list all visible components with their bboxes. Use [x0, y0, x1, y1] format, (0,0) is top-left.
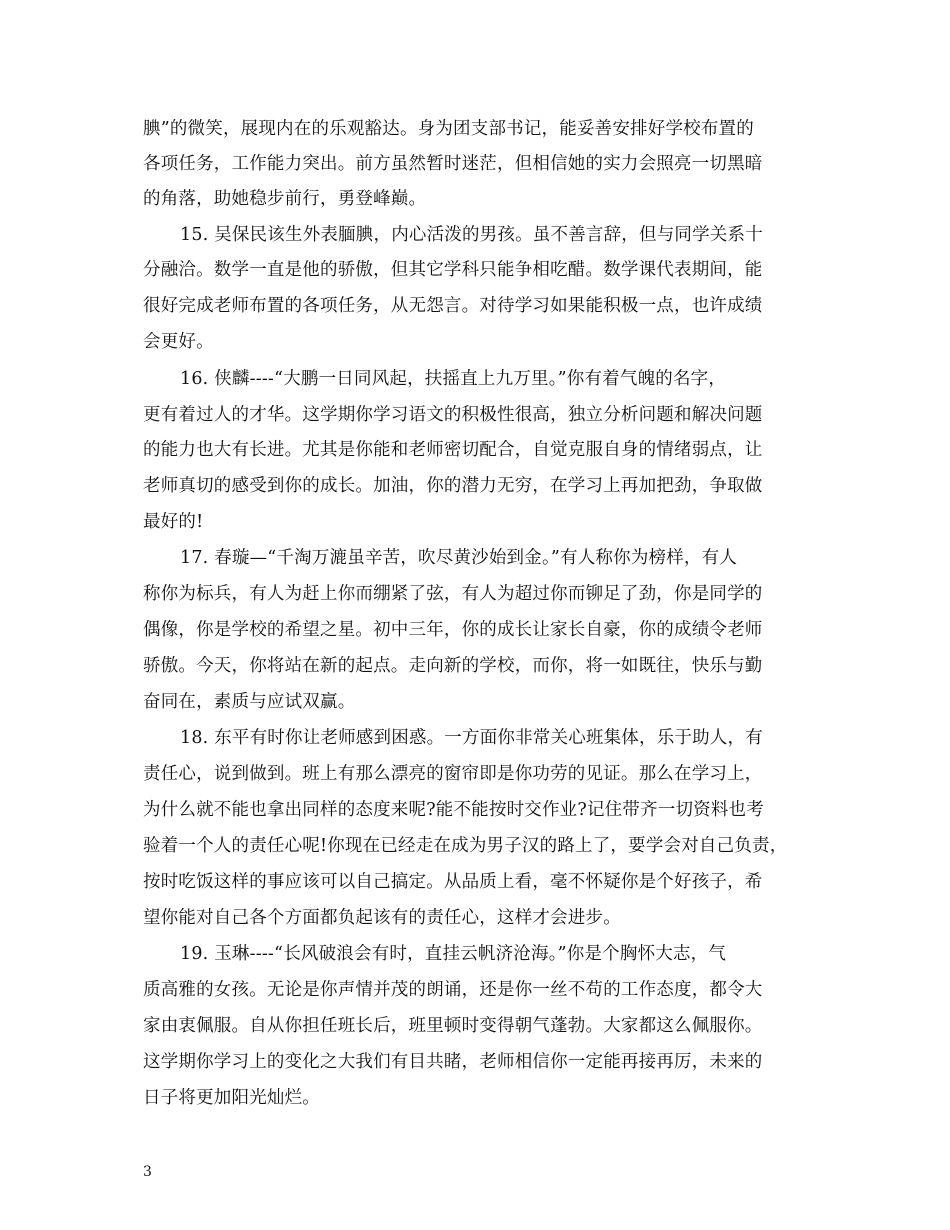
paragraph-line: 骄傲。今天，你将站在新的起点。走向新的学校，而你，将一如既往，快乐与勤 — [143, 656, 763, 676]
paragraph-line: 19. 玉琳----“长风破浪会有时，直挂云帆济沧海。”你是个胸怀大志，气 — [180, 944, 727, 964]
paragraph-line: 望你能对自己各个方面都负起该有的责任心，这样才会进步。 — [143, 908, 621, 928]
paragraph-line: 质高雅的女孩。无论是你声情并茂的朗诵，还是你一丝不苟的工作态度，都令大 — [143, 980, 763, 1000]
paragraph-line: 验着一个人的责任心呢!你现在已经走在成为男子汉的路上了，要学会对自己负责， — [143, 836, 788, 856]
paragraph-line: 分融洽。数学一直是他的骄傲，但其它学科只能争相吃醋。数学课代表期间，能 — [143, 260, 763, 280]
paragraph-line: 16. 侠麟----“大鹏一日同风起，扶摇直上九万里。”你有着气魄的名字， — [180, 369, 727, 389]
paragraph-line: 奋同在，素质与应试双赢。 — [143, 692, 356, 712]
paragraph-line: 责任心，说到做到。班上有那么漂亮的窗帘即是你功劳的见证。那么在学习上， — [143, 764, 763, 784]
paragraph-line: 腆”的微笑，展现内在的乐观豁达。身为团支部书记，能妥善安排好学校布置的 — [143, 119, 754, 139]
paragraph-line: 各项任务，工作能力突出。前方虽然暂时迷茫，但相信她的实力会照亮一切黑暗 — [143, 154, 763, 174]
paragraph-line: 15. 吴保民该生外表腼腆，内心活泼的男孩。虽不善言辞，但与同学关系十 — [180, 225, 763, 245]
paragraph-line: 家由衷佩服。自从你担任班长后，班里顿时变得朝气蓬勃。大家都这么佩服你。 — [143, 1016, 763, 1036]
paragraph-line: 会更好。 — [143, 332, 214, 352]
paragraph-line: 更有着过人的才华。这学期你学习语文的积极性很高，独立分析问题和解决问题 — [143, 405, 763, 425]
paragraph-line: 按时吃饭这样的事应该可以自己搞定。从品质上看，毫不怀疑你是个好孩子，希 — [143, 872, 763, 892]
paragraph-line: 偶像，你是学校的希望之星。初中三年，你的成长让家长自豪，你的成绩令老师 — [143, 620, 763, 640]
paragraph-line: 为什么就不能也拿出同样的态度来呢?能不能按时交作业?记住带齐一切资料也考 — [143, 800, 764, 820]
paragraph-line: 这学期你学习上的变化之大我们有目共睹，老师相信你一定能再接再厉，未来的 — [143, 1052, 763, 1072]
paragraph-line: 18. 东平有时你让老师感到困惑。一方面你非常关心班集体，乐于助人，有 — [180, 728, 763, 748]
paragraph-line: 老师真切的感受到你的成长。加油，你的潜力无穷，在学习上再加把劲，争取做 — [143, 476, 763, 496]
paragraph-line: 日子将更加阳光灿烂。 — [143, 1088, 320, 1108]
page-number: 3 — [143, 1164, 152, 1180]
paragraph-line: 的角落，助她稳步前行，勇登峰巅。 — [143, 189, 427, 209]
paragraph-line: 最好的! — [143, 512, 204, 532]
paragraph-line: 17. 春璇—“千淘万漉虽辛苦，吹尽黄沙始到金。”有人称你为榜样，有人 — [180, 548, 738, 568]
paragraph-line: 很好完成老师布置的各项任务，从无怨言。对待学习如果能积极一点，也许成绩 — [143, 296, 763, 316]
paragraph-line: 称你为标兵，有人为赶上你而绷紧了弦，有人为超过你而铆足了劲，你是同学的 — [143, 584, 763, 604]
paragraph-line: 的能力也大有长进。尤其是你能和老师密切配合，自觉克服自身的情绪弱点，让 — [143, 440, 763, 460]
